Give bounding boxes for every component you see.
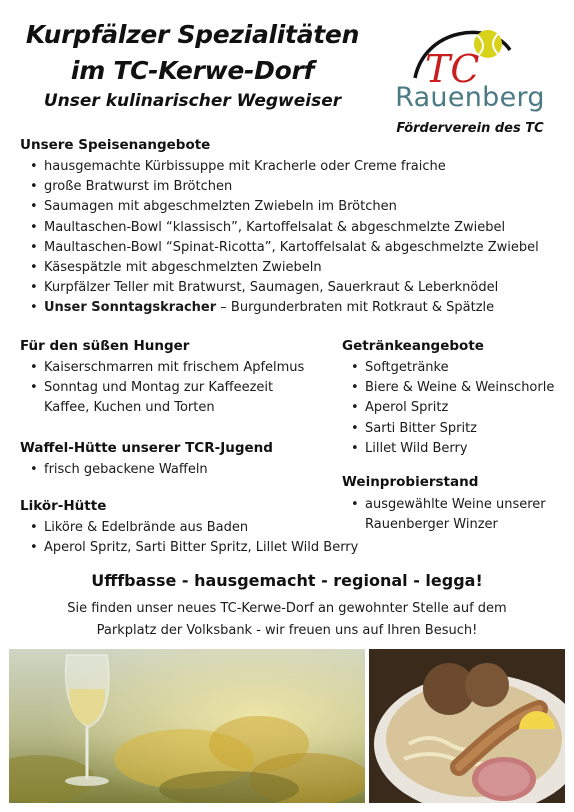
list-item: • Softgetränke — [351, 360, 449, 375]
list-item: • Kurpfälzer Teller mit Bratwurst, Saumagen, Sauerkraut & Leberknödel — [30, 280, 499, 296]
list-item: • ausgewählte Weine unserer Rauenberger Winzer — [351, 497, 546, 533]
list-item: • Biere & Weine & Weinschorle — [351, 380, 555, 396]
info-line-2: Parkplatz der Volksbank - wir freuen uns auf Ihren Besuch! — [96, 623, 478, 638]
info-line-1: Sie finden unser neues TC-Kerwe-Dorf an gewohnter Stelle auf dem — [67, 601, 507, 616]
getraenke-list — [349, 358, 554, 459]
list-item: • Aperol Spritz — [351, 400, 449, 416]
food-plate-photo — [369, 649, 565, 803]
list-item: • große Bratwurst im Brötchen — [30, 179, 233, 195]
title-line-1: Kurpfälzer Spezialitäten — [25, 20, 360, 49]
special-label: Unser Sonntagskracher — [44, 300, 217, 316]
special-text: – Burgunderbraten mit Rotkraut & Spätzle — [216, 300, 495, 316]
slogan: Ufffbasse - hausgemacht - regional - legga! — [91, 571, 483, 590]
title-line-2: im TC-Kerwe-Dorf — [70, 56, 315, 85]
waffel-list — [28, 460, 208, 480]
section-heading-wein: Weinprobierstand — [342, 474, 479, 490]
section-heading-suess: Für den süßen Hunger — [20, 338, 190, 354]
list-item: • Maultaschen-Bowl “klassisch”, Kartoffelsalat & abgeschmelzte Zwiebel — [30, 219, 506, 235]
section-heading-speisen: Unsere Speisenangebote — [20, 137, 211, 153]
subtitle: Unser kulinarischer Wegweiser — [43, 91, 342, 111]
list-item: • Sarti Bitter Spritz — [351, 420, 477, 436]
suess-list — [28, 358, 304, 419]
section-heading-getraenke: Getränkeangebote — [342, 338, 484, 354]
section-heading-waffel: Waffel-Hütte unserer TCR-Jugend — [20, 440, 273, 456]
wein-list — [349, 495, 546, 535]
list-item: • Käsespätzle mit abgeschmelzten Zwiebeln — [30, 260, 322, 276]
list-item: • Lillet Wild Berry — [351, 440, 468, 456]
list-item: • Kaiserschmarren mit frischem Apfelmus — [30, 360, 305, 375]
list-item: • Saumagen mit abgeschmelzten Zwiebeln im Brötchen — [30, 199, 397, 215]
tc-rauenberg-logo — [385, 20, 555, 135]
list-item: • Aperol Spritz, Sarti Bitter Spritz, Lillet Wild Berry — [30, 540, 359, 556]
list-item: • Maultaschen-Bowl “Spinat-Ricotta”, Kartoffelsalat & abgeschmelzte Zwiebel — [30, 239, 539, 255]
list-item: • hausgemachte Kürbissuppe mit Kracherle oder Creme fraiche — [30, 159, 446, 174]
speisen-list — [28, 157, 539, 319]
list-item: • Sonntag und Montag zur Kaffeezeit Kaffee, Kuchen und Torten — [30, 380, 274, 416]
section-heading-likoer: Likör-Hütte — [20, 498, 107, 514]
logo-wordmark: Rauenberg — [395, 82, 545, 113]
list-item: • frisch gebackene Waffeln — [30, 462, 208, 477]
logo-monogram: TC — [425, 47, 480, 91]
list-item-special: • Unser Sonntagskracher – Burgunderbraten mit Rotkraut & Spätzle — [30, 300, 495, 316]
wine-glass-photo — [9, 649, 365, 803]
likoer-list — [28, 518, 358, 558]
list-item: • Liköre & Edelbrände aus Baden — [30, 520, 249, 535]
logo-tagline: Förderverein des TC — [396, 121, 544, 136]
